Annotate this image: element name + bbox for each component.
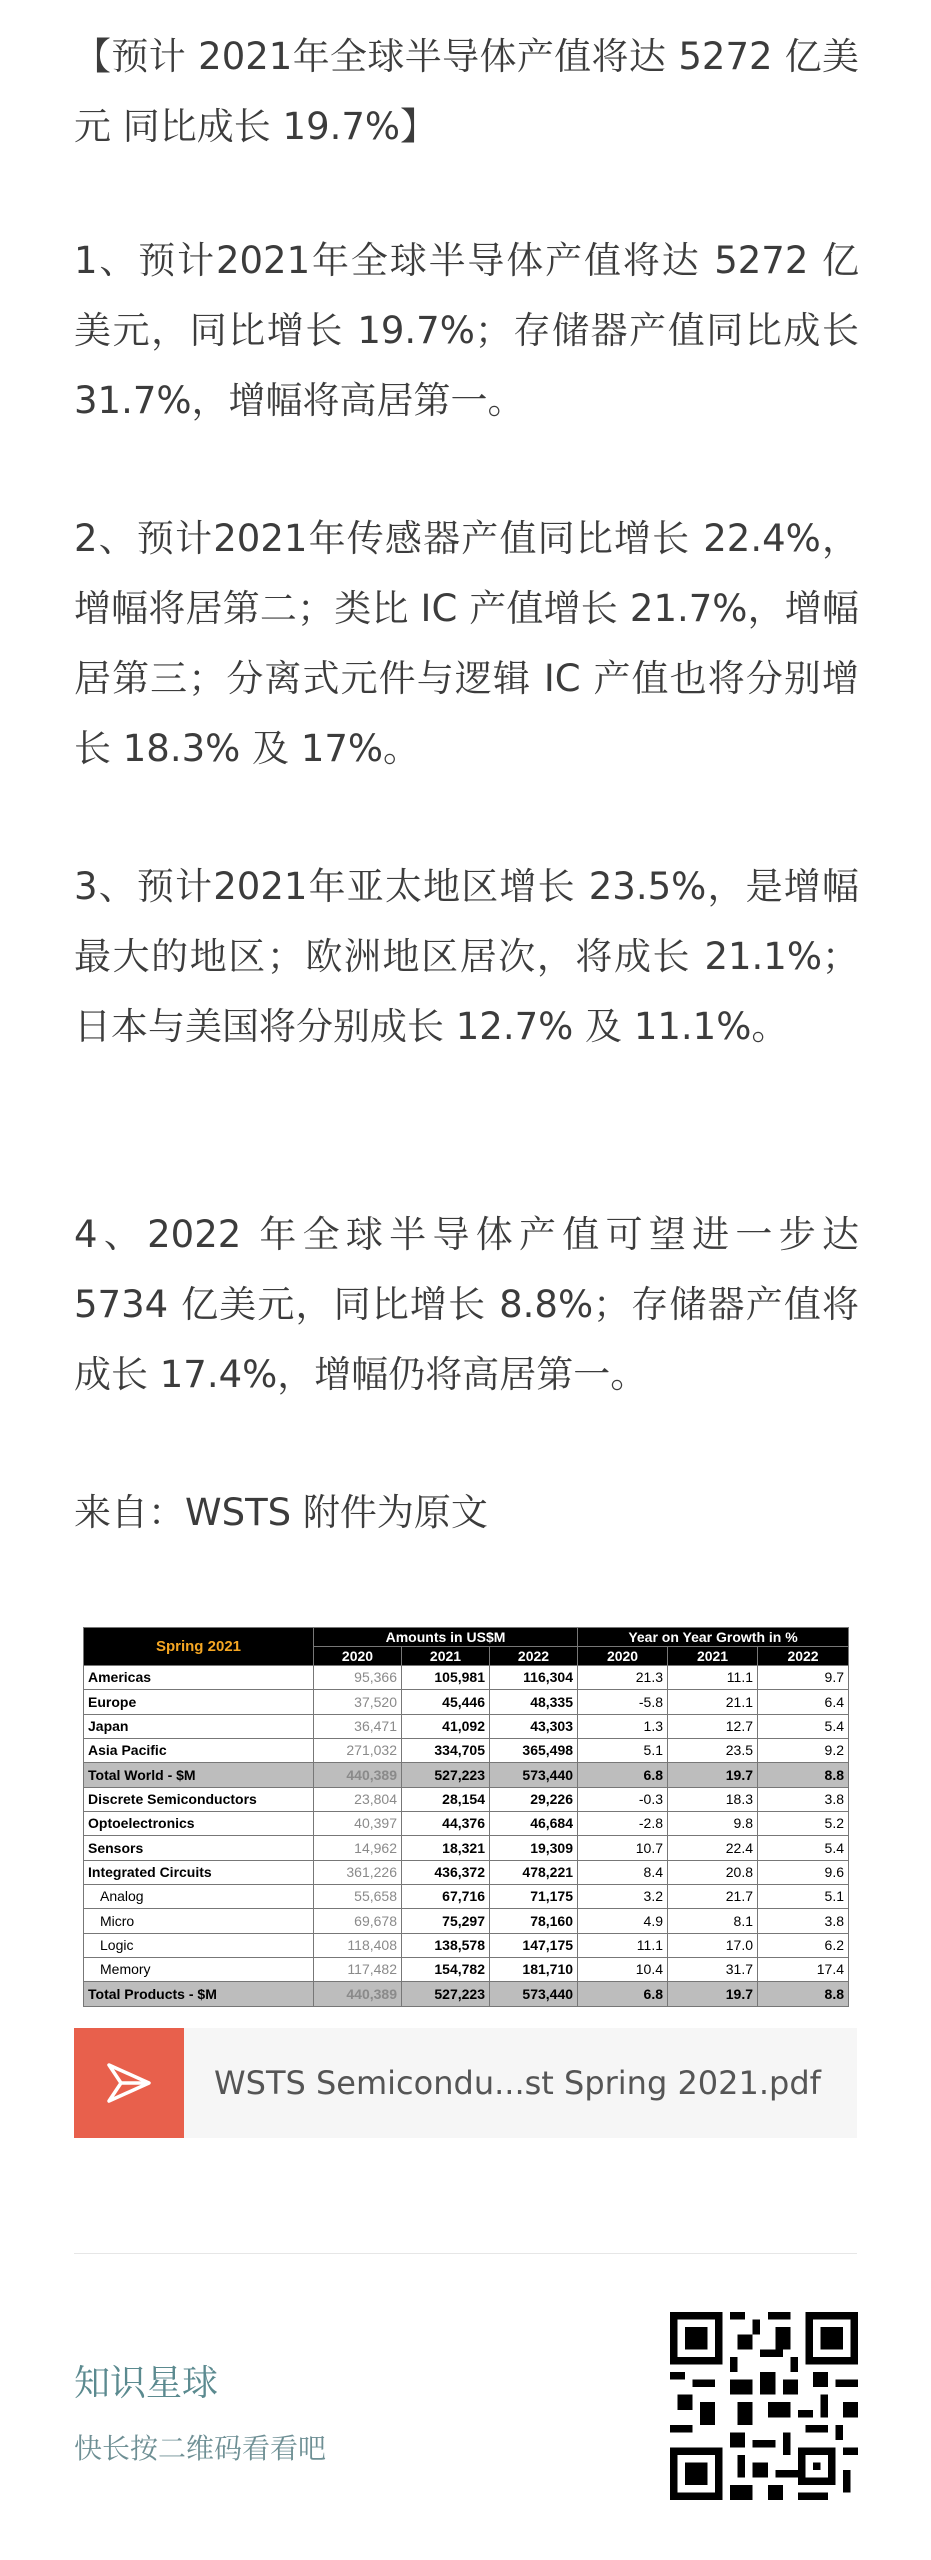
table-cell-amount-2020: 36,471 [314,1714,402,1738]
table-cell-amount-2020: 55,658 [314,1885,402,1909]
table-cell-growth-2022: 8.8 [758,1982,849,2007]
table-row-label: Logic [84,1933,314,1957]
pdf-filename: WSTS Semicondu...st Spring 2021.pdf [214,2064,821,2102]
table-cell-growth-2021: 20.8 [668,1860,758,1884]
table-row-label: Integrated Circuits [84,1860,314,1884]
table-row-label: Europe [84,1690,314,1714]
source-line [74,1478,859,1548]
table-cell-amount-2020: 95,366 [314,1666,402,1690]
table-row [84,1714,849,1738]
table-cell-amount-2022: 48,335 [490,1690,578,1714]
table-cell-amount-2021: 527,223 [402,1982,490,2007]
table-cell-growth-2021: 21.1 [668,1690,758,1714]
table-cell-amount-2022: 181,710 [490,1958,578,1982]
table-cell-amount-2020: 23,804 [314,1787,402,1811]
table-year-header: 2022 [490,1647,578,1666]
table-cell-amount-2020: 14,962 [314,1836,402,1860]
pdf-icon-box [74,2028,184,2138]
table-year-header: 2020 [314,1647,402,1666]
table-cell-amount-2021: 18,321 [402,1836,490,1860]
table-cell-amount-2020: 118,408 [314,1933,402,1957]
table-row [84,1982,849,2007]
table-cell-amount-2022: 365,498 [490,1739,578,1763]
table-year-header: 2020 [578,1647,668,1666]
table-cell-growth-2021: 19.7 [668,1763,758,1787]
table-row-label: Sensors [84,1836,314,1860]
table-row-label: Micro [84,1909,314,1933]
table-cell-growth-2021: 23.5 [668,1739,758,1763]
table-cell-amount-2021: 44,376 [402,1812,490,1836]
table-cell-growth-2020: 4.9 [578,1909,668,1933]
paragraph-1 [74,226,859,436]
table-cell-growth-2022: 6.4 [758,1690,849,1714]
paragraph-4 [74,1200,859,1410]
table-cell-amount-2020: 271,032 [314,1739,402,1763]
table-cell-amount-2021: 75,297 [402,1909,490,1933]
table-cell-amount-2021: 45,446 [402,1690,490,1714]
table-cell-amount-2022: 573,440 [490,1763,578,1787]
table-cell-growth-2020: -2.8 [578,1812,668,1836]
table-cell-growth-2020: -0.3 [578,1787,668,1811]
table-year-header: 2022 [758,1647,849,1666]
paragraph-3 [74,852,859,1062]
table-cell-amount-2020: 440,389 [314,1763,402,1787]
paragraph-2 [74,504,859,784]
table-cell-growth-2021: 22.4 [668,1836,758,1860]
table-cell-growth-2020: 8.4 [578,1860,668,1884]
table-cell-growth-2020: 5.1 [578,1739,668,1763]
table-cell-growth-2020: 10.7 [578,1836,668,1860]
table-cell-growth-2021: 31.7 [668,1958,758,1982]
table-cell-growth-2020: 1.3 [578,1714,668,1738]
qr-code-icon[interactable] [670,2312,858,2500]
table-row [84,1763,849,1787]
table-cell-growth-2022: 6.2 [758,1933,849,1957]
table-cell-growth-2022: 9.6 [758,1860,849,1884]
source-text: 来自：WSTS 附件为原文 [74,1491,488,1534]
table-row [84,1860,849,1884]
table-cell-growth-2021: 12.7 [668,1714,758,1738]
table-cell-amount-2020: 37,520 [314,1690,402,1714]
table-row-label: Total World - $M [84,1763,314,1787]
pdf-attachment-card[interactable] [74,2028,857,2138]
table-cell-amount-2022: 29,226 [490,1787,578,1811]
table-row [84,1885,849,1909]
table-cell-amount-2020: 117,482 [314,1958,402,1982]
table-cell-growth-2021: 9.8 [668,1812,758,1836]
table-cell-growth-2020: 21.3 [578,1666,668,1690]
paragraph-1-text: 1、预计2021年全球半导体产值将达 5272 亿美元，同比增长 19.7%；存储器产值同比成长 31.7%，增幅将高居第一。 [74,239,859,422]
table-cell-amount-2022: 147,175 [490,1933,578,1957]
table-row [84,1666,849,1690]
wsts-forecast-table [83,1627,849,2007]
table-row [84,1909,849,1933]
table-year-header: 2021 [668,1647,758,1666]
table-cell-amount-2022: 19,309 [490,1836,578,1860]
table-cell-amount-2022: 116,304 [490,1666,578,1690]
article-title-text: 【预计 2021年全球半导体产值将达 5272 亿美元 同比成长 19.7%】 [74,35,859,148]
table-cell-amount-2021: 105,981 [402,1666,490,1690]
table-cell-growth-2022: 3.8 [758,1909,849,1933]
table-row [84,1787,849,1811]
table-row-label: Discrete Semiconductors [84,1787,314,1811]
table-cell-amount-2020: 40,397 [314,1812,402,1836]
table-cell-growth-2021: 11.1 [668,1666,758,1690]
table-row-label: Americas [84,1666,314,1690]
article-title [74,22,859,162]
table-row [84,1812,849,1836]
paragraph-4-text: 4、2022 年全球半导体产值可望进一步达 5734 亿美元，同比增长 8.8%；存储器产值将成长 17.4%，增幅仍将高居第一。 [74,1213,859,1396]
table-cell-growth-2022: 5.1 [758,1885,849,1909]
table-cell-growth-2021: 19.7 [668,1982,758,2007]
table-cell-growth-2020: 3.2 [578,1885,668,1909]
table-cell-growth-2022: 5.4 [758,1836,849,1860]
table-row [84,1933,849,1957]
table-cell-growth-2020: 6.8 [578,1982,668,2007]
table-cell-growth-2020: 6.8 [578,1763,668,1787]
table-cell-amount-2020: 440,389 [314,1982,402,2007]
table-cell-growth-2020: 11.1 [578,1933,668,1957]
table-row [84,1739,849,1763]
footer-subtitle: 快长按二维码看看吧 [74,2432,327,2465]
table-row-label: Optoelectronics [84,1812,314,1836]
table-cell-amount-2022: 478,221 [490,1860,578,1884]
table-cell-amount-2022: 71,175 [490,1885,578,1909]
table-cell-amount-2020: 69,678 [314,1909,402,1933]
table-group-amounts: Amounts in US$M [314,1628,578,1647]
table-corner-label: Spring 2021 [84,1628,314,1666]
table-cell-amount-2020: 361,226 [314,1860,402,1884]
table-cell-growth-2022: 5.2 [758,1812,849,1836]
table-year-header: 2021 [402,1647,490,1666]
table-cell-growth-2021: 8.1 [668,1909,758,1933]
table-cell-amount-2021: 41,092 [402,1714,490,1738]
table-body [84,1666,849,2007]
table-cell-amount-2021: 138,578 [402,1933,490,1957]
table-cell-growth-2021: 17.0 [668,1933,758,1957]
table-cell-amount-2022: 43,303 [490,1714,578,1738]
table-cell-amount-2022: 46,684 [490,1812,578,1836]
paragraph-3-text: 3、预计2021年亚太地区增长 23.5%，是增幅最大的地区；欧洲地区居次，将成长 21.1%；日本与美国将分别成长 12.7% 及 11.1%。 [74,865,859,1048]
wsts-table-image[interactable] [83,1627,848,2007]
table-cell-amount-2021: 28,154 [402,1787,490,1811]
table-cell-growth-2022: 8.8 [758,1763,849,1787]
footer-divider [74,2253,857,2254]
table-cell-amount-2021: 154,782 [402,1958,490,1982]
table-cell-growth-2022: 9.7 [758,1666,849,1690]
table-cell-growth-2022: 5.4 [758,1714,849,1738]
table-cell-growth-2021: 18.3 [668,1787,758,1811]
table-row [84,1958,849,1982]
table-cell-amount-2022: 78,160 [490,1909,578,1933]
table-row-label: Memory [84,1958,314,1982]
table-cell-growth-2022: 3.8 [758,1787,849,1811]
table-row-label: Japan [84,1714,314,1738]
table-row [84,1690,849,1714]
table-cell-growth-2022: 9.2 [758,1739,849,1763]
table-row-label: Total Products - $M [84,1982,314,2007]
table-cell-amount-2022: 573,440 [490,1982,578,2007]
table-group-growth: Year on Year Growth in % [578,1628,849,1647]
table-cell-growth-2021: 21.7 [668,1885,758,1909]
table-row-label: Asia Pacific [84,1739,314,1763]
table-row-label: Analog [84,1885,314,1909]
table-cell-growth-2022: 17.4 [758,1958,849,1982]
footer-title: 知识星球 [74,2363,219,2404]
paragraph-2-text: 2、预计2021年传感器产值同比增长 22.4%，增幅将居第二；类比 IC 产值增长 21.7%，增幅居第三；分离式元件与逻辑 IC 产值也将分别增长 18.3% 及 17%。 [74,517,859,770]
pdf-send-icon [101,2055,157,2111]
table-cell-amount-2021: 334,705 [402,1739,490,1763]
table-row [84,1836,849,1860]
table-cell-amount-2021: 67,716 [402,1885,490,1909]
table-cell-amount-2021: 527,223 [402,1763,490,1787]
table-cell-amount-2021: 436,372 [402,1860,490,1884]
table-cell-growth-2020: -5.8 [578,1690,668,1714]
table-cell-growth-2020: 10.4 [578,1958,668,1982]
